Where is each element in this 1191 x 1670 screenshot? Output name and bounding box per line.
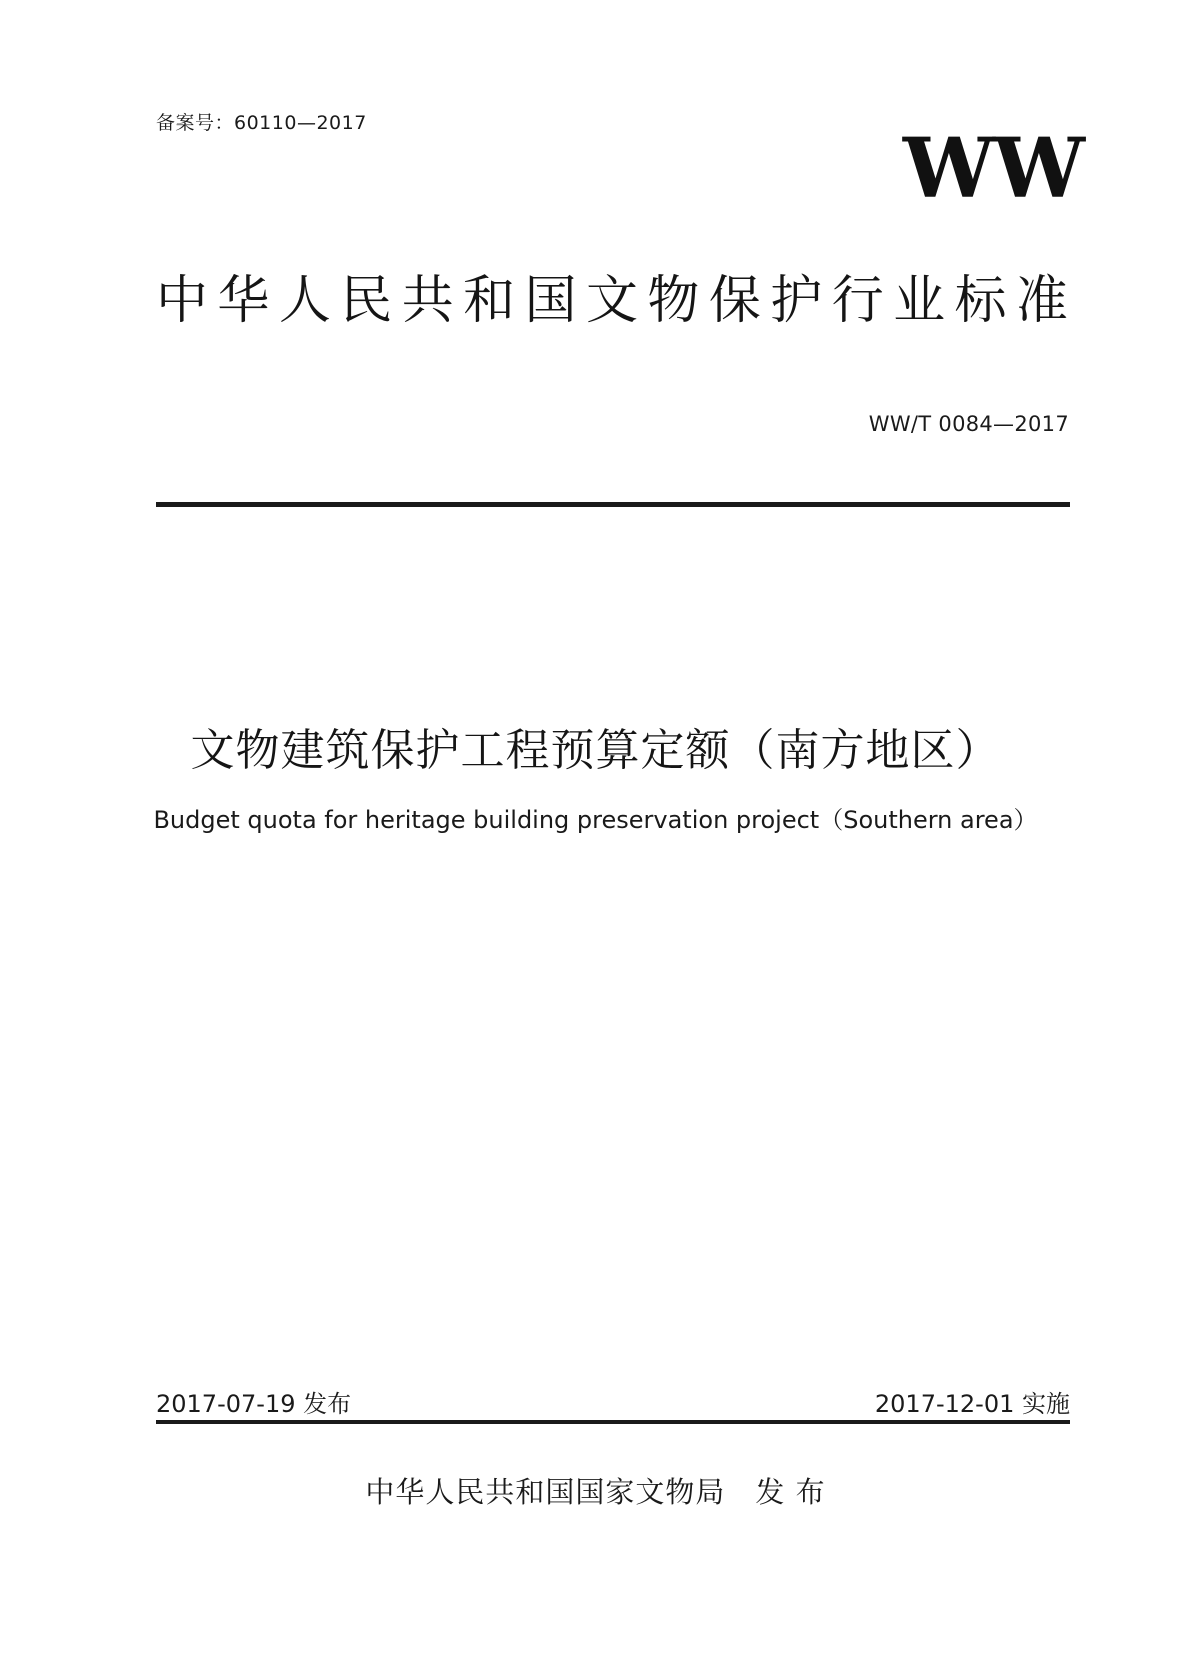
standard-code: WW/T 0084—2017: [868, 412, 1069, 436]
filing-number: 备案号：60110—2017: [156, 112, 367, 134]
top-divider: [156, 502, 1070, 507]
standard-category-title: 中华人民共和国文物保护行业标准: [156, 271, 1068, 331]
bottom-divider: [156, 1420, 1070, 1424]
effective-date: 2017-12-01 实施: [874, 1390, 1070, 1418]
issue-date: 2017-07-19 发布: [156, 1390, 352, 1418]
document-title-chinese: 文物建筑保护工程预算定额（南方地区）: [190, 725, 1001, 776]
ww-logo: WW: [902, 121, 1083, 217]
document-title-english: Budget quota for heritage building preservation project（Southern area）: [153, 806, 1038, 834]
publisher: 中华人民共和国国家文物局 发 布: [365, 1475, 826, 1509]
